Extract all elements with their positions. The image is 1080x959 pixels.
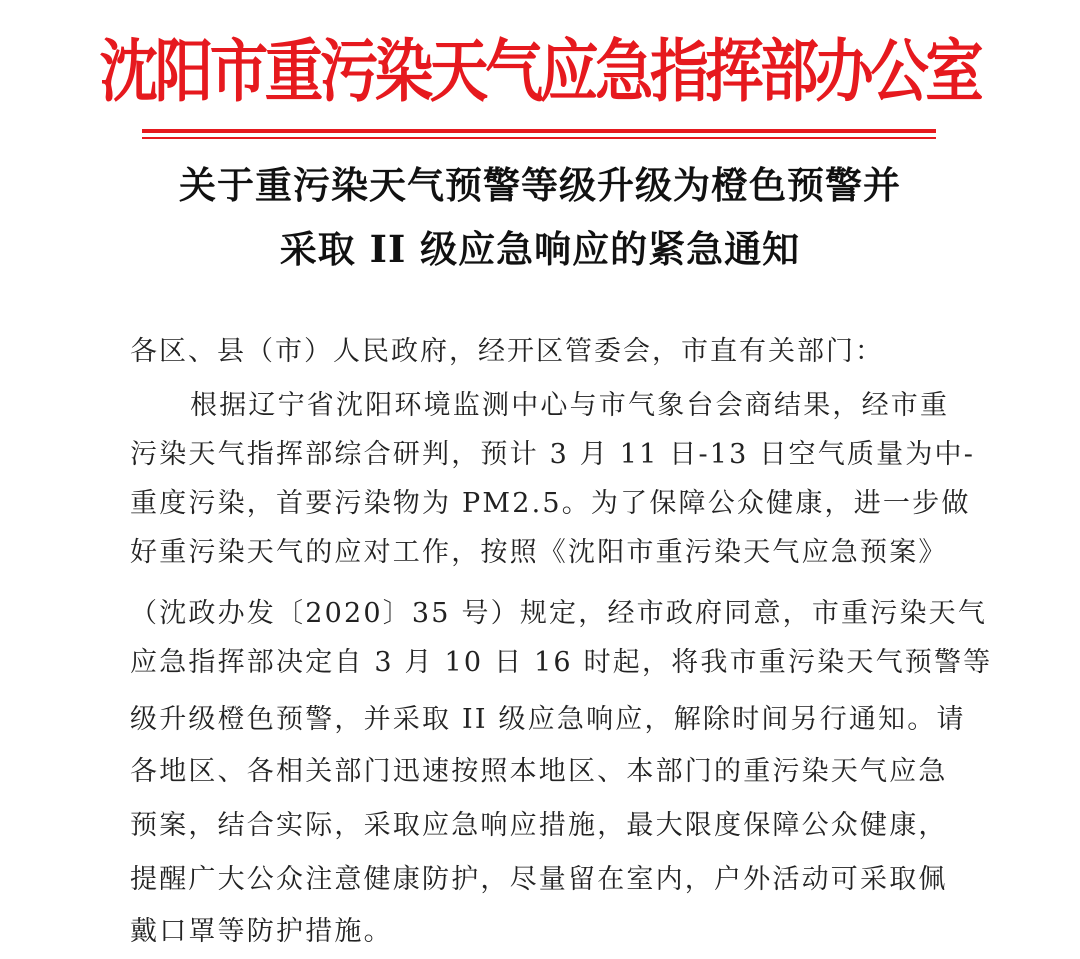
body-line-1: 根据辽宁省沈阳环境监测中心与市气象台会商结果，经市重 xyxy=(190,390,950,421)
body-line-11: 戴口罩等防护措施。 xyxy=(130,916,393,947)
body-line-9: 预案，结合实际，采取应急响应措施，最大限度保障公众健康， xyxy=(130,810,948,841)
masthead-red-rule-thick xyxy=(142,129,936,133)
issuing-office-masthead: 沈阳市重污染天气应急指挥部办公室 xyxy=(99,32,981,112)
body-line-7: 级升级橙色预警，并采取 II 级应急响应，解除时间另行通知。请 xyxy=(130,704,966,735)
salutation: 各区、县（市）人民政府，经开区管委会，市直有关部门： xyxy=(130,336,884,367)
notice-title-line-2: 采取 II 级应急响应的紧急通知 xyxy=(279,227,801,271)
body-line-4: 好重污染天气的应对工作，按照《沈阳市重污染天气应急预案》 xyxy=(130,537,948,568)
masthead-red-rule-thin xyxy=(142,137,936,139)
body-line-6: 应急指挥部决定自 3 月 10 日 16 时起，将我市重污染天气预警等 xyxy=(130,647,993,678)
body-line-3: 重度污染，首要污染物为 PM2.5。为了保障公众健康，进一步做 xyxy=(130,488,971,519)
notice-title-line-1: 关于重污染天气预警等级升级为橙色预警并 xyxy=(179,163,901,207)
body-line-8: 各地区、各相关部门迅速按照本地区、本部门的重污染天气应急 xyxy=(130,756,948,787)
body-line-10: 提醒广大公众注意健康防护，尽量留在室内，户外活动可采取佩 xyxy=(130,864,948,895)
body-line-5: （沈政办发〔2020〕35 号）规定，经市政府同意，市重污染天气 xyxy=(130,598,988,629)
body-line-2: 污染天气指挥部综合研判，预计 3 月 11 日-13 日空气质量为中- xyxy=(130,439,976,470)
